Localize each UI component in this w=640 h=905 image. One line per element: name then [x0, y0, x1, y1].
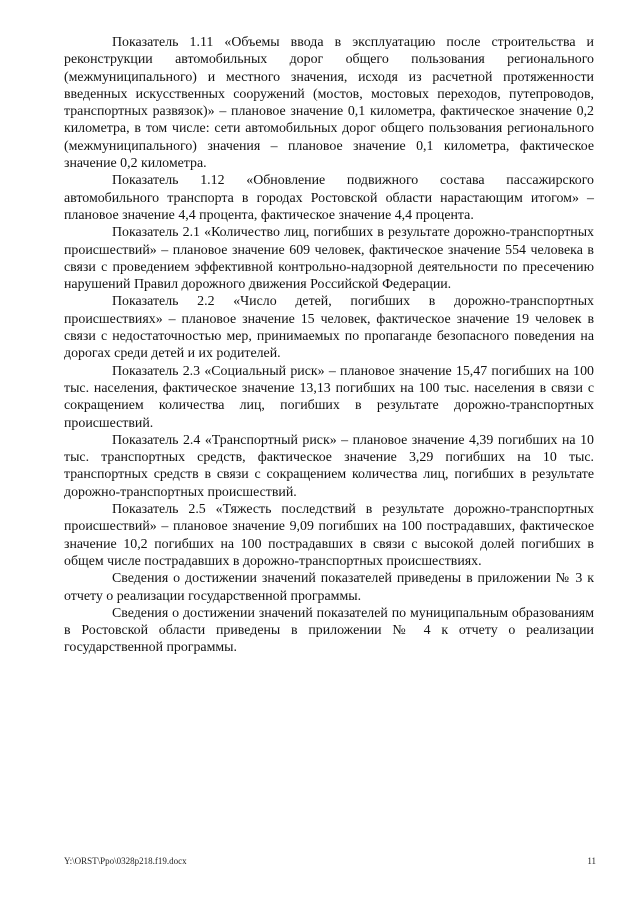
document-body	[64, 34, 594, 657]
paragraph-indicator-2-4: Показатель 2.4 «Транспортный риск» – плановое значение 4,39 погибших на 10 тыс. транспортных средств, фактическое значение 3,29 погибших на 10 тыс. транспортных средств в связи с сокращением количества лиц, погибших в результате дорожно-транспортных происшествий.	[64, 432, 594, 500]
paragraph-indicator-2-3: Показатель 2.3 «Социальный риск» – плановое значение 15,47 погибших на 100 тыс. населения, фактическое значение 13,13 погибших на 100 тыс. населения в связи с сокращением количества лиц, погибших в результате дорожно-транспортных происшествий.	[64, 363, 594, 431]
paragraph-indicator-2-1: Показатель 2.1 «Количество лиц, погибших в результате дорожно-транспортных происшествий» – плановое значение 609 человек, фактическое значение 554 человека в связи с проведением эффективной контрольно-надзорной деятельности по пресечению нарушений Правил дорожного движения Российской Федерации.	[64, 225, 594, 293]
page-number: 11	[587, 856, 596, 866]
paragraph-appendix-4: Сведения о достижении значений показателей по муниципальным образованиям в Ростовской области приведены в приложении № 4 к отчету о реализации государственной программы.	[64, 605, 594, 656]
paragraph-appendix-3: Сведения о достижении значений показателей приведены в приложении № 3 к отчету о реализации государственной программы.	[64, 571, 594, 604]
paragraph-indicator-1-12: Показатель 1.12 «Обновление подвижного состава пассажирского автомобильного транспорта в городах Ростовской области нарастающим итогом» – плановое значение 4,4 процента, фактическое значение 4,4 процента.	[64, 173, 594, 223]
paragraph-indicator-2-5: Показатель 2.5 «Тяжесть последствий в результате дорожно-транспортных происшествий» – плановое значение 9,09 погибших на 100 пострадавших, фактическое значение 10,2 погибших на 100 пострадавших в связи с высокой долей погибших в общем числе пострадавших в дорожно-транспортных происшествиях.	[64, 502, 594, 569]
paragraph-indicator-1-11: Показатель 1.11 «Объемы ввода в эксплуатацию после строительства и реконструкции автомобильных дорог общего пользования регионального (межмуниципального) и местного значения, исходя из расчетной протяженности введенных искусственных сооружений (мостов, мостовых переходов, путепроводов, транспортных развязок)» – плановое значение 0,1 километра, фактическое значение 0,2 километра, в том числе: сети автомобильных дорог общего пользования регионального (межмуниципального) значения – плановое значение 0,1 километра, фактическое значение 0,2 километра.	[64, 35, 594, 172]
footer-file-path: Y:\ORST\Ppo\0328p218.f19.docx	[64, 856, 187, 866]
paragraph-indicator-2-2: Показатель 2.2 «Число детей, погибших в дорожно-транспортных происшествиях» – плановое значение 15 человек, фактическое значение 19 человек в связи с недостаточностью мер, принимаемых по пропаганде безопасного поведения на дорогах среди детей и их родителей.	[64, 294, 594, 362]
